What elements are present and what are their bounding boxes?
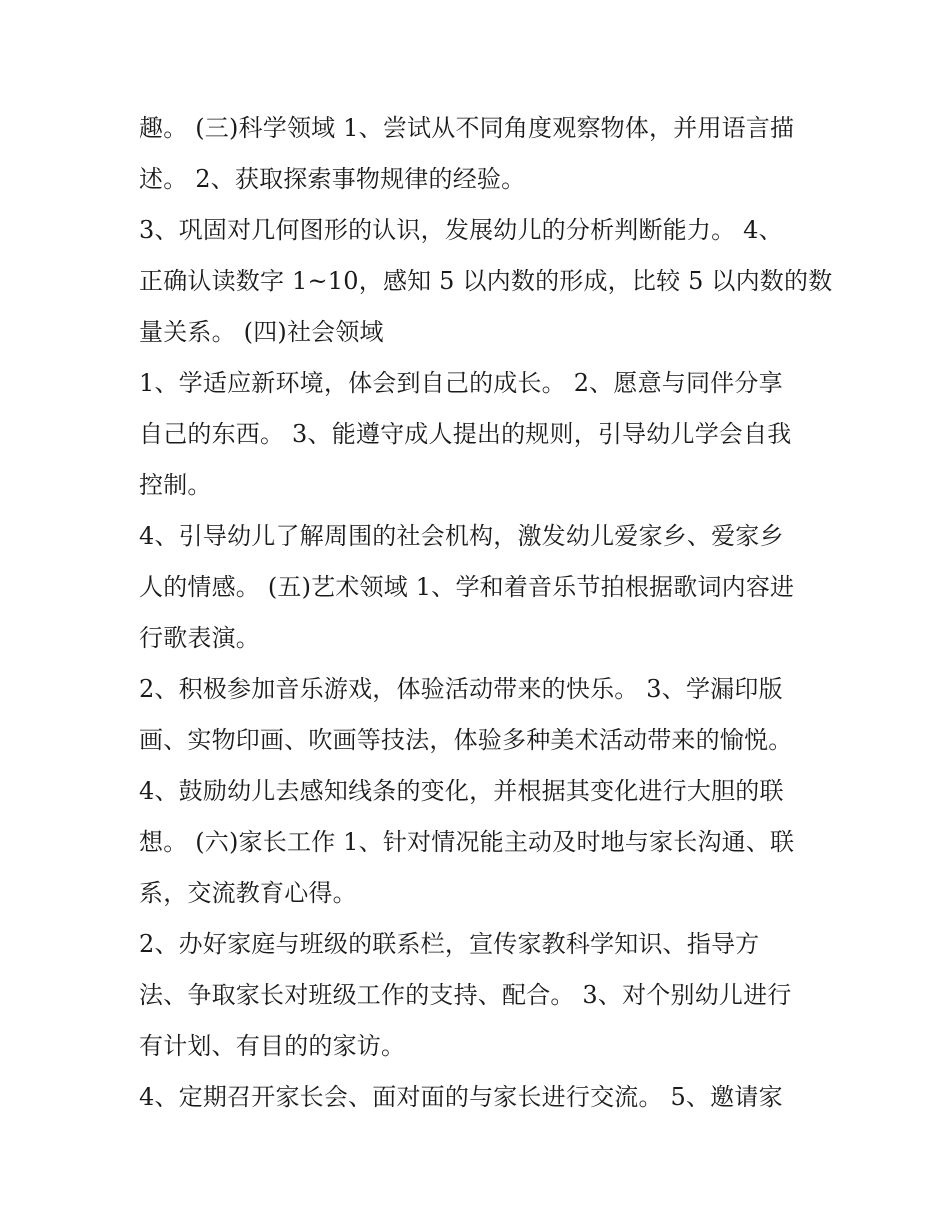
text-line: 2、积极参加音乐游戏，体验活动带来的快乐。 3、学漏印版	[139, 675, 783, 703]
text-line: 3、巩固对几何图形的认识，发展幼儿的分析判断能力。 4、	[139, 216, 783, 244]
text-line: 2、办好家庭与班级的联系栏，宣传家教科学知识、指导方	[139, 930, 760, 958]
text-line: 4、引导幼儿了解周围的社会机构，激发幼儿爱家乡、爱家乡	[139, 522, 784, 550]
text-line: 述。 2、获取探索事物规律的经验。	[139, 165, 526, 193]
text-line: 法、争取家长对班级工作的支持、配合。 3、对个别幼儿进行	[139, 981, 792, 1009]
text-line: 正确认读数字 1~10，感知 5 以内数的形成，比较 5 以内数的数	[139, 267, 833, 295]
text-line: 控制。	[139, 471, 212, 499]
text-line: 自己的东西。 3、能遵守成人提出的规则，引导幼儿学会自我	[139, 420, 792, 448]
text-line: 4、定期召开家长会、面对面的与家长进行交流。 5、邀请家	[139, 1083, 783, 1111]
text-line: 行歌表演。	[139, 624, 260, 652]
text-line: 画、实物印画、吹画等技法，体验多种美术活动带来的愉悦。	[139, 726, 793, 754]
text-line: 人的情感。 (五)艺术领域 1、学和着音乐节拍根据歌词内容进	[139, 573, 795, 601]
document-body	[139, 103, 833, 1123]
text-line: 4、鼓励幼儿去感知线条的变化，并根据其变化进行大胆的联	[139, 777, 784, 805]
text-line: 量关系。 (四)社会领域	[139, 318, 384, 346]
text-line: 1、学适应新环境，体会到自己的成长。 2、愿意与同伴分享	[139, 369, 783, 397]
text-line: 趣。 (三)科学领域 1、尝试从不同角度观察物体，并用语言描	[139, 114, 795, 142]
text-line: 想。 (六)家长工作 1、针对情况能主动及时地与家长沟通、联	[139, 828, 795, 856]
text-line: 系，交流教育心得。	[139, 879, 357, 907]
text-line: 有计划、有目的的家访。	[139, 1032, 406, 1060]
